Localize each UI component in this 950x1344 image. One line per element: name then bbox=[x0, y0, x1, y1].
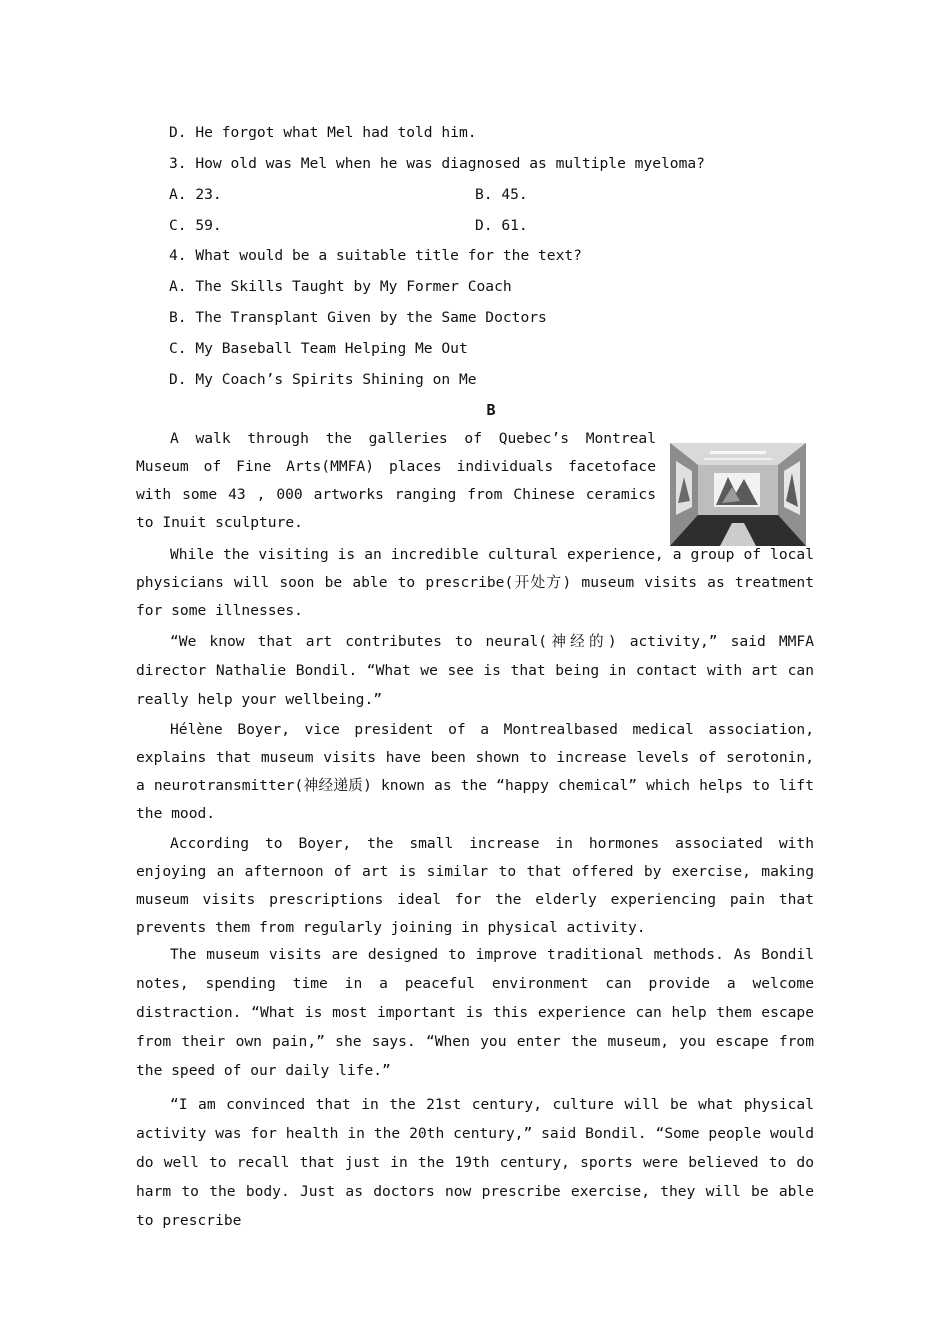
q3-option-a: A. 23. bbox=[169, 186, 222, 203]
paragraph-7: “I am convinced that in the 21st century, culture will be what physical activity was for health in the 20th century,” said Bondil. “Some people would do well to recall that just in the 19th century, sports were believed to do harm to the body. Just as doctors now prescribe exercise, they will be able to prescribe bbox=[136, 1096, 814, 1229]
q4-option-d: D. My Coach’s Spirits Shining on Me bbox=[169, 371, 477, 388]
q3-option-d: D. 61. bbox=[475, 217, 528, 234]
paragraph-5: According to Boyer, the small increase in hormones associated with enjoying an afternoon of art is similar to that offered by exercise, making museum visits prescriptions ideal for the elderly experiencing pain that prevents them from regularly joining in physical activity. bbox=[136, 835, 814, 936]
q2-option-d: D. He forgot what Mel had told him. bbox=[169, 124, 477, 141]
section-b-heading: B bbox=[486, 401, 496, 419]
paragraph-1: A walk through the galleries of Quebec’s Montreal Museum of Fine Arts(MMFA) places individuals facetoface with some 43 , 000 artworks ranging from Chinese ceramics to Inuit sculpture. bbox=[136, 430, 656, 531]
paragraph-4: Hélène Boyer, vice president of a Montrealbased medical association, explains that museum visits have been shown to increase levels of serotonin, a neurotransmitter(神经递质) known as the “happy chemical” which helps to lift the mood. bbox=[136, 721, 814, 822]
q4-option-c: C. My Baseball Team Helping Me Out bbox=[169, 340, 468, 357]
paragraph-3: “We know that art contributes to neural(神经的) activity,” said MMFA director Nathalie Bondil. “What we see is that being in contact with art can really help your wellbeing.” bbox=[136, 633, 814, 708]
q4-stem: 4. What would be a suitable title for the text? bbox=[169, 247, 582, 264]
q3-option-b: B. 45. bbox=[475, 186, 528, 203]
paragraph-2: While the visiting is an incredible cultural experience, a group of local physicians will soon be able to prescribe(开处方) museum visits as treatment for some illnesses. bbox=[136, 546, 814, 619]
museum-gallery-image bbox=[670, 443, 806, 546]
q4-option-b: B. The Transplant Given by the Same Doctors bbox=[169, 309, 547, 326]
q3-stem: 3. How old was Mel when he was diagnosed as multiple myeloma? bbox=[169, 155, 705, 172]
paragraph-6: The museum visits are designed to improve traditional methods. As Bondil notes, spending time in a peaceful environment can provide a welcome distraction. “What is most important is this experience can help them escape from their own pain,” she says. “When you enter the museum, you escape from the speed of our daily life.” bbox=[136, 946, 814, 1079]
q4-option-a: A. The Skills Taught by My Former Coach bbox=[169, 278, 512, 295]
q3-option-c: C. 59. bbox=[169, 217, 222, 234]
